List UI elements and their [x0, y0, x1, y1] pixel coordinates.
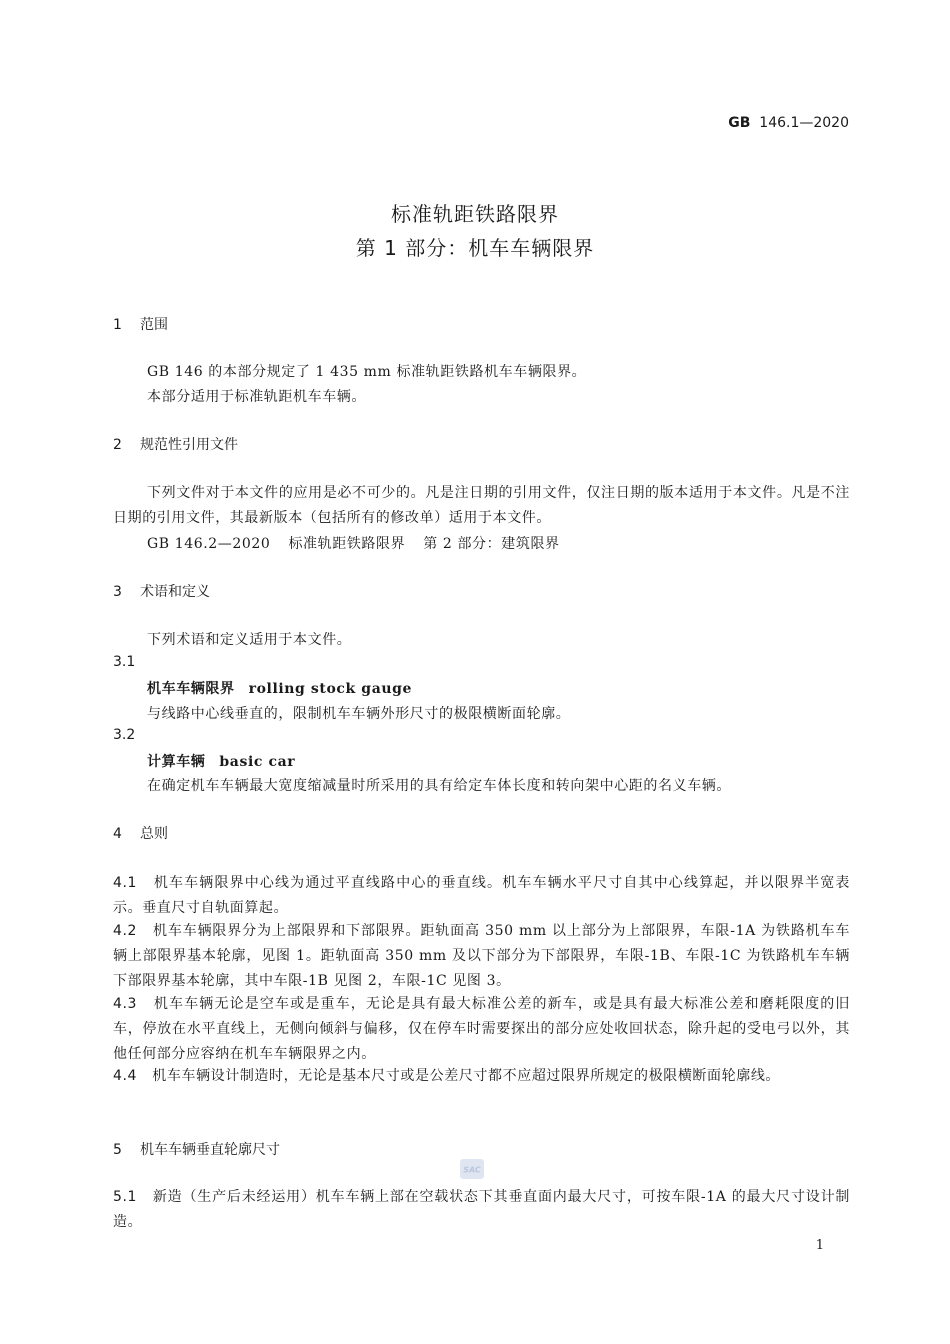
section-number: 3 [113, 584, 122, 600]
document-subtitle: 第 1 部分：机车车辆限界 [355, 236, 595, 260]
clause-number: 4.4 [113, 1068, 138, 1084]
standard-number: 146.1—2020 [759, 115, 849, 131]
paragraph: 下列文件对于本文件的应用是必不可少的。凡是注日期的引用文件，仅注日期的版本适用于本文件。凡是不注日期的引用文件，其最新版本（包括所有的修改单）适用于本文件。 [113, 485, 850, 526]
clause-text: 机车车辆设计制造时，无论是基本尺寸或是公差尺寸都不应超过限界所规定的极限横断面轮廓线。 [152, 1068, 781, 1084]
paragraph: GB 146 的本部分规定了 1 435 mm 标准轨距铁路机车车辆限界。 [147, 364, 587, 380]
term-number: 3.2 [113, 727, 136, 743]
term-entry [147, 678, 412, 698]
clause-5-1 [113, 1185, 850, 1235]
section-number: 4 [113, 826, 122, 842]
section-title: 术语和定义 [140, 584, 210, 600]
section-heading-5 [113, 1139, 280, 1159]
term-chinese: 计算车辆 [147, 754, 206, 770]
section-title: 规范性引用文件 [140, 437, 238, 453]
clause-4-3 [113, 992, 850, 1067]
reference-part: 第 2 部分：建筑限界 [423, 536, 560, 552]
clause-number: 4.3 [113, 996, 138, 1012]
clause-4-4 [113, 1064, 850, 1089]
term-definition: 在确定机车车辆最大宽度缩减量时所采用的具有给定车体长度和转向架中心距的名义车辆。 [147, 778, 731, 794]
clause-4-2 [113, 919, 850, 994]
normative-reference [147, 533, 560, 553]
reference-title: 标准轨距铁路限界 [288, 536, 406, 552]
section-heading-3 [113, 581, 210, 601]
section-number: 2 [113, 437, 122, 453]
clause-number: 4.1 [113, 875, 138, 891]
sac-watermark-logo [459, 1158, 485, 1180]
document-title: 标准轨距铁路限界 [391, 202, 559, 226]
clause-number: 5.1 [113, 1189, 138, 1205]
term-chinese: 机车车辆限界 [147, 681, 235, 697]
term-english: rolling stock gauge [248, 681, 413, 697]
section-heading-2 [113, 434, 238, 454]
term-number: 3.1 [113, 654, 136, 670]
clause-4-1 [113, 871, 850, 921]
section-title: 总则 [140, 826, 168, 842]
section-heading-4 [113, 823, 168, 843]
term-entry [147, 751, 295, 771]
clause-text: 机车车辆无论是空车或是重车，无论是具有最大标准公差的新车，或是具有最大标准公差和磨耗限度的旧车，停放在水平直线上，无侧向倾斜与偏移，仅在停车时需要探出的部分应处收回状态，除升起的受电弓以外，其他任何部分应容纳在机车车辆限界之内。 [113, 996, 850, 1062]
page-number: 1 [815, 1238, 824, 1253]
standard-code [728, 115, 849, 131]
term-english: basic car [219, 754, 296, 770]
paragraph: 下列术语和定义适用于本文件。 [147, 632, 352, 648]
section-number: 1 [113, 317, 122, 333]
section-title: 机车车辆垂直轮廓尺寸 [140, 1142, 280, 1158]
term-definition: 与线路中心线垂直的，限制机车车辆外形尺寸的极限横断面轮廓。 [147, 706, 571, 722]
standard-prefix: GB [728, 115, 751, 131]
clause-text: 新造（生产后未经运用）机车车辆上部在空载状态下其垂直面内最大尺寸，可按车限-1A 的最大尺寸设计制造。 [113, 1189, 850, 1230]
reference-code: GB 146.2—2020 [147, 536, 271, 552]
clause-number: 4.2 [113, 923, 138, 939]
sac-logo-icon [459, 1158, 485, 1180]
section-number: 5 [113, 1142, 122, 1158]
section-heading-1 [113, 314, 168, 334]
clause-text: 机车车辆限界中心线为通过平直线路中心的垂直线。机车车辆水平尺寸自其中心线算起，并以限界半宽表示。垂直尺寸自轨面算起。 [113, 875, 850, 916]
paragraph: 本部分适用于标准轨距机车车辆。 [147, 389, 366, 405]
section-title: 范围 [140, 317, 168, 333]
sac-logo-text: SAC [463, 1165, 481, 1175]
clause-text: 机车车辆限界分为上部限界和下部限界。距轨面高 350 mm 以上部分为上部限界，车限-1A 为铁路机车车辆上部限界基本轮廓，见图 1。距轨面高 350 mm 及以下部分为下部限界，车限-1B、车限-1C 为铁路机车车辆下部限界基本轮廓，其中车限-1B 见图 2，车限-1C 见图 3。 [113, 923, 850, 989]
